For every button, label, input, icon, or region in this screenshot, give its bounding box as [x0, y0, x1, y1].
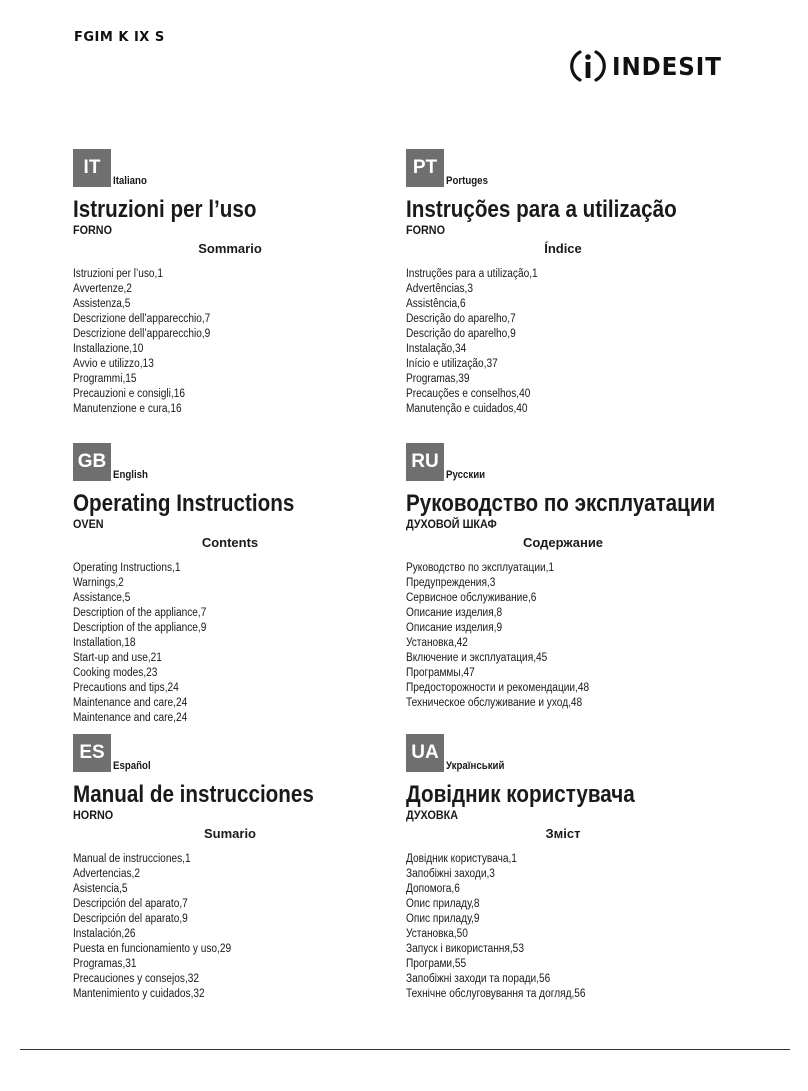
- toc-item: Instalação,34: [406, 343, 467, 355]
- toc-heading: Sommario: [198, 241, 262, 256]
- language-badge: ES: [73, 734, 111, 772]
- language-name: English: [113, 469, 148, 481]
- toc-item: Програми,55: [406, 958, 467, 970]
- section-pt: [406, 149, 706, 417]
- toc-item: Descripción del aparato,7: [73, 898, 188, 910]
- toc-item: Технічне обслуговування та догляд,56: [406, 988, 586, 1000]
- language-badge: GB: [73, 443, 111, 481]
- section-title: Instruções para a utilização: [406, 196, 677, 223]
- toc-list: [406, 561, 706, 711]
- toc-item: Assistance,5: [73, 592, 131, 604]
- toc-item: Precauzioni e consigli,16: [73, 388, 185, 400]
- toc-item: Start-up and use,21: [73, 652, 162, 664]
- toc-heading: Contents: [201, 535, 259, 550]
- toc-item: Programas,31: [73, 958, 137, 970]
- section-ua: [406, 734, 706, 1002]
- section-subtitle: FORNO: [73, 223, 113, 237]
- toc-item: Manual de instrucciones,1: [73, 853, 191, 865]
- toc-item: Avvertenze,2: [73, 283, 132, 295]
- toc-item: Instruções para a utilização,1: [406, 268, 538, 280]
- toc-list: [406, 852, 706, 1002]
- language-badge: RU: [406, 443, 444, 481]
- toc-heading: Índice: [544, 241, 582, 256]
- toc-item: Предупреждения,3: [406, 577, 496, 589]
- toc-heading: Sumario: [203, 826, 256, 841]
- toc-item: Avvio e utilizzo,13: [73, 358, 154, 370]
- section-title: Istruzioni per l’uso: [73, 196, 257, 223]
- model-number: FGIM K IX S: [74, 30, 165, 45]
- toc-list: [73, 561, 373, 726]
- section-subtitle: OVEN: [73, 517, 104, 531]
- toc-item: Опис приладу,9: [406, 913, 480, 925]
- toc-item: Cooking modes,23: [73, 667, 158, 679]
- toc-item: Manutenzione e cura,16: [73, 403, 182, 415]
- language-name: Italiano: [113, 175, 147, 187]
- toc-item: Описание изделия,9: [406, 622, 503, 634]
- toc-list: [73, 852, 373, 1002]
- toc-item: Программы,47: [406, 667, 475, 679]
- toc-item: Запобіжні заходи та поради,56: [406, 973, 551, 985]
- toc-item: Advertências,3: [406, 283, 473, 295]
- toc-item: Asistencia,5: [73, 883, 128, 895]
- indesit-logo-icon: [570, 47, 606, 85]
- toc-heading: Зміст: [545, 826, 581, 841]
- section-it: [73, 149, 373, 417]
- section-title: Руководство по эксплуатации: [406, 490, 716, 517]
- toc-list: [73, 267, 373, 417]
- toc-item: Installation,18: [73, 637, 136, 649]
- section-gb: [73, 443, 373, 726]
- language-badge: PT: [406, 149, 444, 187]
- toc-item: Precauções e conselhos,40: [406, 388, 531, 400]
- toc-item: Description of the appliance,9: [73, 622, 207, 634]
- toc-item: Assistenza,5: [73, 298, 131, 310]
- toc-item: Programmi,15: [73, 373, 137, 385]
- bottom-divider: [20, 1049, 790, 1050]
- toc-item: Operating Instructions,1: [73, 562, 181, 574]
- section-subtitle: ДУХОВКА: [406, 808, 459, 822]
- toc-item: Установка,42: [406, 637, 468, 649]
- toc-item: Advertencias,2: [73, 868, 140, 880]
- section-ru: [406, 443, 716, 711]
- toc-item: Descrição do aparelho,7: [406, 313, 516, 325]
- language-name: Español: [113, 760, 151, 772]
- toc-item: Instalación,26: [73, 928, 136, 940]
- toc-item: Установка,50: [406, 928, 468, 940]
- toc-item: Опис приладу,8: [406, 898, 480, 910]
- section-es: [73, 734, 373, 1002]
- language-badge: UA: [406, 734, 444, 772]
- toc-item: Istruzioni per l’uso,1: [73, 268, 164, 280]
- toc-item: Puesta en funcionamiento y uso,29: [73, 943, 232, 955]
- toc-item: Запуск і використання,53: [406, 943, 524, 955]
- toc-item: Maintenance and care,24: [73, 697, 188, 709]
- brand-name: INDESIT: [612, 51, 722, 81]
- toc-item: Programas,39: [406, 373, 470, 385]
- toc-item: Manutenção e cuidados,40: [406, 403, 528, 415]
- toc-item: Техническое обслуживание и уход,48: [406, 697, 583, 709]
- toc-item: Precautions and tips,24: [73, 682, 179, 694]
- toc-item: Installazione,10: [73, 343, 144, 355]
- section-subtitle: FORNO: [406, 223, 446, 237]
- section-title: Manual de instrucciones: [73, 781, 314, 808]
- language-name: Український: [446, 760, 505, 772]
- toc-item: Запобіжні заходи,3: [406, 868, 495, 880]
- toc-item: Descrizione dell’apparecchio,7: [73, 313, 211, 325]
- language-name: Portuges: [446, 175, 488, 187]
- toc-item: Descrição do aparelho,9: [406, 328, 516, 340]
- toc-item: Descripción del aparato,9: [73, 913, 188, 925]
- toc-item: Description of the appliance,7: [73, 607, 207, 619]
- language-badge: IT: [73, 149, 111, 187]
- indesit-logo: [570, 46, 731, 86]
- toc-heading: Содержание: [522, 535, 604, 550]
- toc-item: Сервисное обслуживание,6: [406, 592, 537, 604]
- toc-item: Включение и эксплуатация,45: [406, 652, 548, 664]
- toc-item: Início e utilização,37: [406, 358, 498, 370]
- section-subtitle: ДУХОВОЙ ШКАФ: [406, 517, 497, 531]
- section-title: Operating Instructions: [73, 490, 295, 517]
- toc-item: Руководство по эксплуатации,1: [406, 562, 555, 574]
- toc-item: Описание изделия,8: [406, 607, 503, 619]
- toc-item: Предосторожности и рекомендации,48: [406, 682, 590, 694]
- language-name: Русскии: [446, 469, 486, 481]
- toc-item: Maintenance and care,24: [73, 712, 188, 724]
- toc-item: Assistência,6: [406, 298, 466, 310]
- toc-item: Довідник користувача,1: [406, 853, 517, 865]
- section-subtitle: HORNO: [73, 808, 114, 822]
- toc-item: Precauciones y consejos,32: [73, 973, 200, 985]
- toc-item: Mantenimiento y cuidados,32: [73, 988, 205, 1000]
- toc-item: Warnings,2: [73, 577, 124, 589]
- toc-item: Допомога,6: [406, 883, 460, 895]
- toc-list: [406, 267, 706, 417]
- toc-item: Descrizione dell’apparecchio,9: [73, 328, 211, 340]
- section-title: Довідник користувача: [406, 781, 635, 808]
